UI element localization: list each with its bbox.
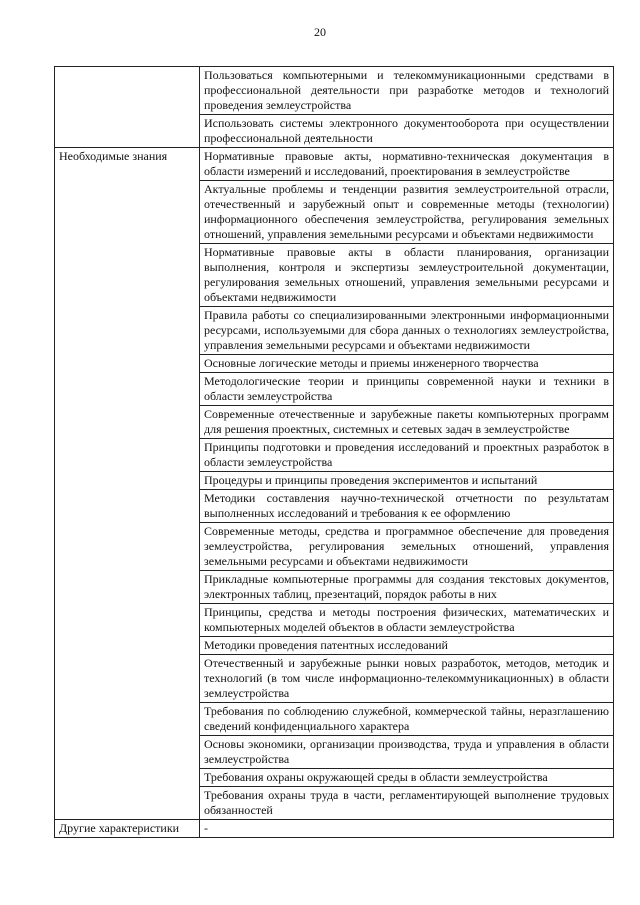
- table-row: [55, 148, 614, 181]
- item-text: Прикладные компьютерные программы для создания текстовых документов, электронных таблиц, презентаций, порядок работы в них: [200, 571, 614, 604]
- item-text: Современные методы, средства и программное обеспечение для проведения землеустройства, регулирования земельных отношений, управления земельными ресурсами и объектами недвижимости: [200, 523, 614, 571]
- section-label: Необходимые знания: [55, 148, 200, 820]
- item-text: Методики проведения патентных исследований: [200, 637, 614, 655]
- item-text: Пользоваться компьютерными и телекоммуникационными средствами в профессиональной деятельности при разработке методов и технологий проведения землеустройства: [200, 67, 614, 115]
- item-text: Методологические теории и принципы современной науки и техники в области землеустройства: [200, 373, 614, 406]
- item-text: Требования по соблюдению служебной, коммерческой тайны, неразглашению сведений конфиденциального характера: [200, 703, 614, 736]
- item-text: Актуальные проблемы и тенденции развития землеустроительной отрасли, отечественный и зарубежный опыт и современные методы (технологии) информационного обеспечения землеустройства, регулирования земельных отношений, управления земельными ресурсами и объектами недвижимости: [200, 181, 614, 244]
- table-row: [55, 820, 614, 838]
- page-number: 20: [314, 25, 326, 39]
- item-text: Использовать системы электронного документооборота при осуществлении профессиональной деятельности: [200, 115, 614, 148]
- section-label: [55, 67, 200, 148]
- item-text: Отечественный и зарубежные рынки новых разработок, методов, методик и технологий (в том числе информационно-телекоммуникационных) в области землеустройства: [200, 655, 614, 703]
- item-text: Современные отечественные и зарубежные пакеты компьютерных программ для решения проектных, системных и сетевых задач в землеустройстве: [200, 406, 614, 439]
- item-text: Методики составления научно-технической отчетности по результатам выполненных исследований и требования к ее оформлению: [200, 490, 614, 523]
- item-text: Нормативные правовые акты в области планирования, организации выполнения, контроля и экспертизы землеустроительной документации, регулирования земельных отношений, управления земельными ресурсами и объектами недвижимости: [200, 244, 614, 307]
- item-text: Основные логические методы и приемы инженерного творчества: [200, 355, 614, 373]
- characteristics-table: [54, 66, 614, 838]
- item-text: Принципы, средства и методы построения физических, математических и компьютерных моделей объектов в области землеустройства: [200, 604, 614, 637]
- item-text: Правила работы со специализированными электронными информационными ресурсами, используемыми для сбора данных о технологиях землеустройства, управления земельными ресурсами и объектами недвижимости: [200, 307, 614, 355]
- item-text: Требования охраны труда в части, регламентирующей выполнение трудовых обязанностей: [200, 787, 614, 820]
- item-text: Процедуры и принципы проведения экспериментов и испытаний: [200, 472, 614, 490]
- item-text: Принципы подготовки и проведения исследований и проектных разработок в области землеустройства: [200, 439, 614, 472]
- item-text: -: [200, 820, 614, 838]
- section-label: Другие характеристики: [55, 820, 200, 838]
- table-row: [55, 67, 614, 115]
- item-text: Нормативные правовые акты, нормативно-техническая документация в области измерений и исследований, проектирования в землеустройстве: [200, 148, 614, 181]
- item-text: Требования охраны окружающей среды в области землеустройства: [200, 769, 614, 787]
- item-text: Основы экономики, организации производства, труда и управления в области землеустройства: [200, 736, 614, 769]
